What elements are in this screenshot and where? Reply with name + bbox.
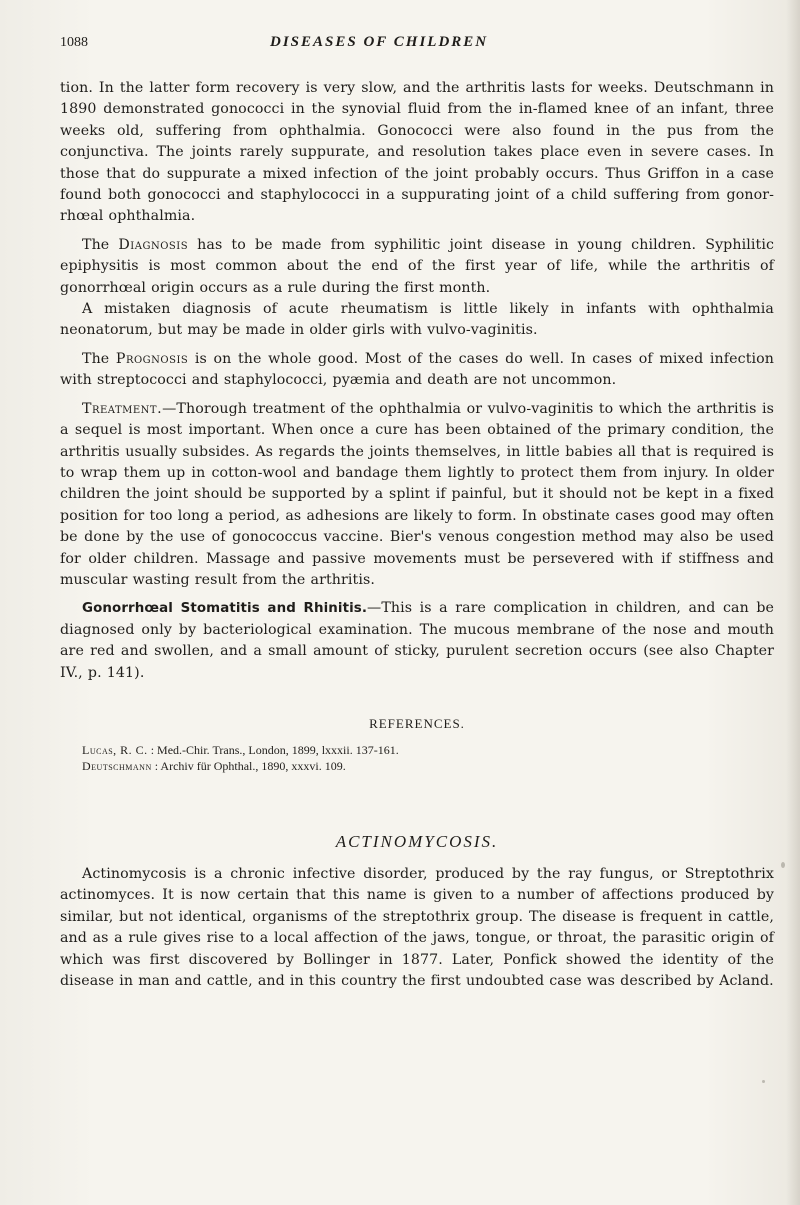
running-head [60,34,774,58]
page-number: 1088 [60,35,88,50]
reference-item [60,742,774,758]
treatment-term: Treatment. [82,400,163,417]
section-title: ACTINOMYCOSIS. [335,831,499,851]
paragraph-treatment [60,399,774,592]
paper-speck [781,862,785,868]
paragraph-diagnosis [60,235,774,299]
paragraph-mistaken-diagnosis: A mistaken diagnosis of acute rheumatism is little likely in infants with ophthalmia neonatorum, but may be made in older girls with vulvo-vaginitis. [60,301,774,339]
diagnosis-text: has to be made from syphilitic joint disease in young children. Syphilitic epiphysitis is most common about the end of the first year of life, while the arthritis of gonorrhœal origin occurs as a rule during the first month. [60,236,774,296]
prognosis-lead: The [82,350,116,367]
reference-author: Lucas, R. C. [82,742,148,757]
prognosis-term: Prognosis [115,350,189,367]
paragraph-actinomycosis: Actinomycosis is a chronic infective disorder, produced by the ray fungus, or Streptothrix actinomyces. It is now certain that this name is given to a number of affections produced by similar, but not identical, organisms of the streptothrix group. The disease is frequent in cattle, and as a rule gives rise to a local affection of the jaws, tongue, or throat, the parasitic origin of which was first discovered by Bollinger in 1877. Later, Ponfick showed the identity of the disease in man and cattle, and in this country the first undoubted case was described by Acland. [60,865,774,989]
stomatitis-term: Gonorrhœal Stomatitis and Rhinitis. [82,601,368,617]
reference-item [60,758,774,774]
diagnosis-lead: The [82,236,119,253]
diagnosis-term: Diagnosis [118,236,189,253]
reference-author: Deutschmann [82,758,152,773]
paragraph-arthritis-course: tion. In the latter form recovery is very slow, and the arthritis lasts for weeks. Deutschmann in 1890 demonstrated gonococci in the synovial fluid from the in-flamed knee of an infant, three weeks old, suffering from ophthalmia. Gonococci were also found in the pus from the conjunctiva. The joints rarely suppurate, and resolution takes place even in severe cases. In those that do suppurate a mixed infection of the joint probably occurs. Thus Griffon in a case found both gonococci and staphylococci in a suppurating joint of a child suffering from gonor-rhœal ophthalmia. [60,80,774,225]
running-title: DISEASES OF CHILDREN [270,34,489,50]
paper-speck [762,1080,765,1083]
stomatitis-text: —This is a rare complication in children, and can be diagnosed only by bacteriological examination. The mucous membrane of the nose and mouth are red and swollen, and a small amount of sticky, purulent secretion occurs (see also Chapter IV., p. 141). [60,600,774,681]
prognosis-text: is on the whole good. Most of the cases do well. In cases of mixed infection with streptococci and staphylococci, pyæmia and death are not uncommon. [60,350,775,389]
reference-citation: : Archiv für Ophthal., 1890, xxxvi. 109. [151,758,346,773]
page-edge-shadow [786,0,800,1205]
treatment-text: —Thorough treatment of the ophthalmia or vulvo-vaginitis to which the arthritis is a sequel is most important. When once a cure has been obtained of the primary condition, the arthritis usually subsides. As regards the joints themselves, in little babies all that is required is to wrap them up in cotton-wool and bandage them lightly to protect them from injury. In older children the joint should be supported by a splint if painful, but it should not be kept in a fixed position for too long a period, as adhesions are likely to form. In obstinate cases good may often be done by the use of gonococcus vaccine. Bier's venous congestion method may also be used for older children. Massage and passive movements must be persevered with if stiffness and muscular wasting result from the arthritis. [60,400,774,588]
paragraph-prognosis [60,349,774,392]
reference-citation: : Med.-Chir. Trans., London, 1899, lxxxii. 137-161. [147,742,399,757]
paragraph-stomatitis [60,598,774,684]
references-heading: REFERENCES. [369,715,465,731]
